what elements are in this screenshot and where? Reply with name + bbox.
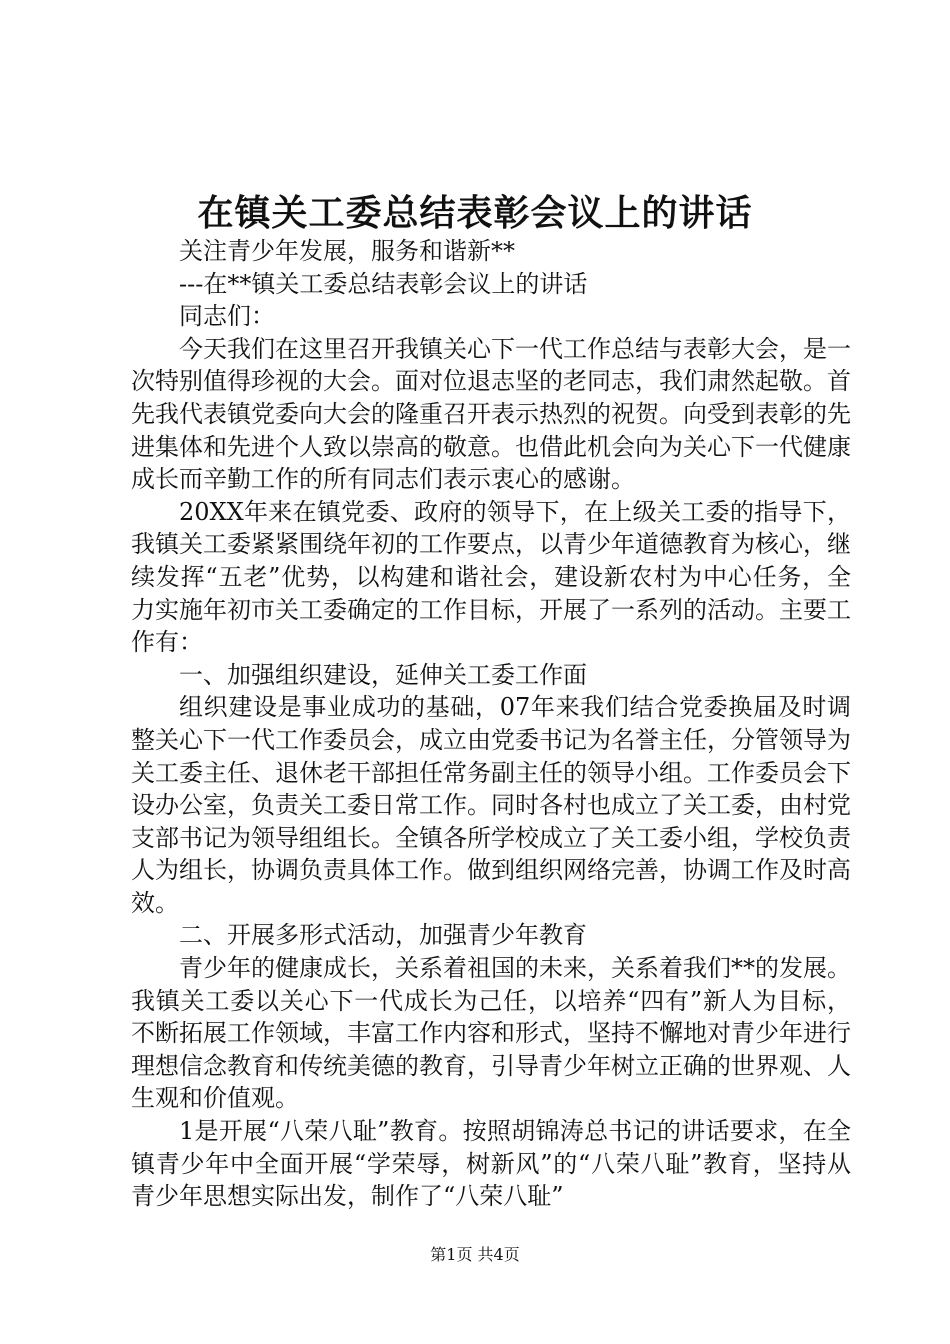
section-heading-2: 二、开展多形式活动，加强青少年教育 — [179, 921, 587, 950]
subtitle-occasion-line: ---在**镇关工委总结表彰会议上的讲话 — [179, 269, 588, 298]
document-body — [131, 235, 851, 1213]
page-number-footer: 第1页 共4页 — [430, 1245, 520, 1264]
salutation: 同志们： — [179, 302, 275, 331]
subtitle-line: 关注青少年发展，服务和谐新** — [179, 237, 515, 265]
paragraph-overview: 20XX年来在镇党委、政府的领导下，在上级关工委的指导下，我镇关工委紧紧围绕年初的工作要点，以青少年道德教育为核心，继续发挥“五老”优势，以构建和谐社会，建设新农村为中心任务，全力实施年初市关工委确定的工作目标，开展了一系列的活动。主要工作有： — [131, 497, 851, 657]
paragraph-item-1: 1是开展“八荣八耻”教育。按照胡锦涛总书记的讲话要求，在全镇青少年中全面开展“学荣辱，树新风”的“八荣八耻”教育，坚持从青少年思想实际出发，制作了“八荣八耻” — [131, 1117, 851, 1211]
paragraph-youth-education: 青少年的健康成长，关系着祖国的未来，关系着我们**的发展。我镇关工委以关心下一代成长为己任，以培养“四有”新人为目标，不断拓展工作领域，丰富工作内容和形式，坚持不懈地对青少年进行理想信念教育和传统美德的教育，引导青少年树立正确的世界观、人生观和价值观。 — [131, 954, 851, 1113]
paragraph-organization: 组织建设是事业成功的基础，07年来我们结合党委换届及时调整关心下一代工作委员会，成立由党委书记为名誉主任，分管领导为关工委主任、退休老干部担任常务副主任的领导小组。工作委员会下设办公室，负责关工委日常工作。同时各村也成立了关工委，由村党支部书记为领导组组长。全镇各所学校成立了关工委小组，学校负责人为组长，协调负责具体工作。做到组织网络完善，协调工作及时高效。 — [131, 693, 851, 917]
paragraph-opening: 今天我们在这里召开我镇关心下一代工作总结与表彰大会，是一次特别值得珍视的大会。面对位退志坚的老同志，我们肃然起敬。首先我代表镇党委向大会的隆重召开表示热烈的祝贺。向受到表彰的先进集体和先进个人致以崇高的敬意。也借此机会向为关心下一代健康成长而辛勤工作的所有同志们表示衷心的感谢。 — [131, 334, 851, 494]
document-title: 在镇关工委总结表彰会议上的讲话 — [197, 192, 753, 234]
section-heading-1: 一、加强组织建设，延伸关工委工作面 — [179, 660, 587, 689]
